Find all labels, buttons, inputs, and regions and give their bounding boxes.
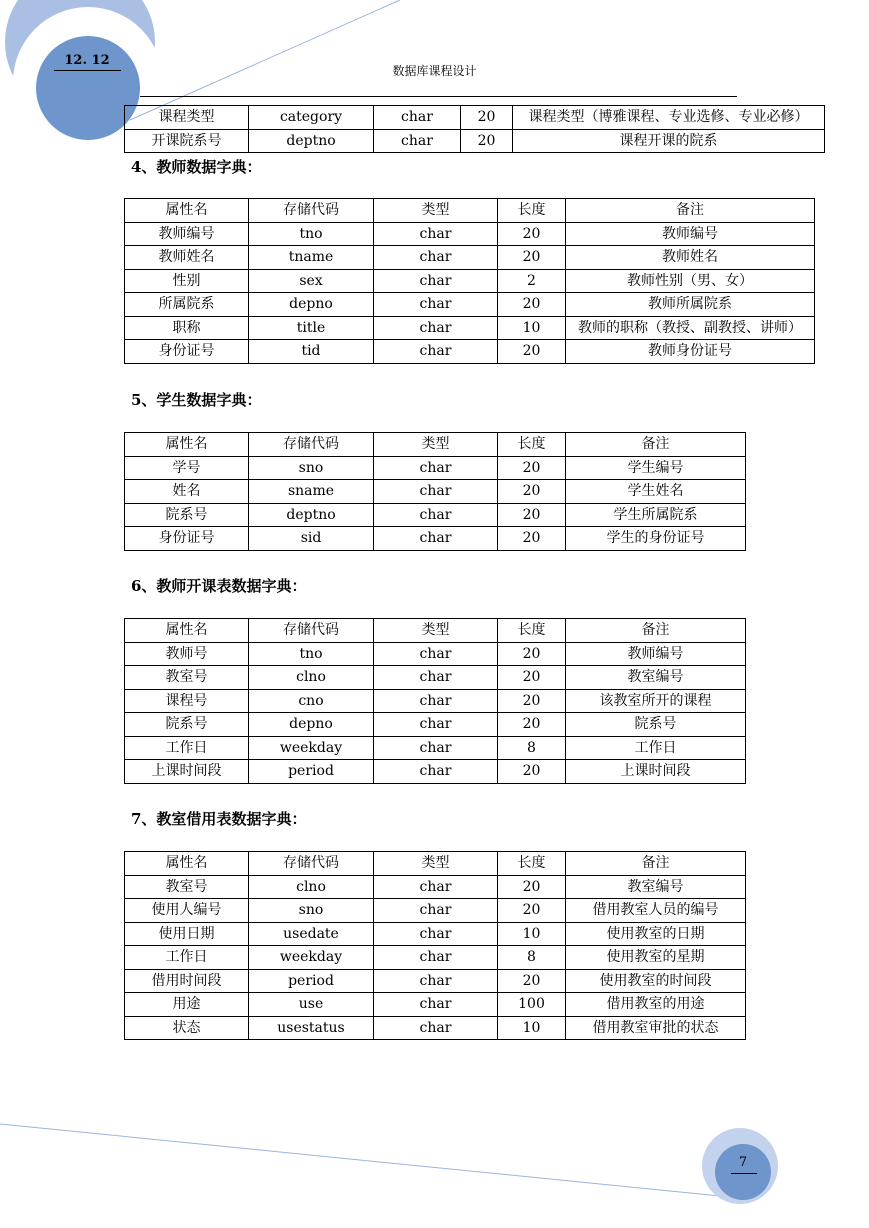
table-row xyxy=(125,106,825,130)
table-header-row xyxy=(125,199,815,223)
table-row xyxy=(125,340,815,364)
table-cell: char xyxy=(374,316,498,340)
table-cell: sname xyxy=(249,480,374,504)
table-cell: 20 xyxy=(461,129,513,153)
table-cell: char xyxy=(374,340,498,364)
table-cell: 身份证号 xyxy=(125,527,249,551)
table-cell: 20 xyxy=(498,969,566,993)
table-cell: depno xyxy=(249,293,374,317)
table-cell: 上课时间段 xyxy=(566,760,746,784)
column-header: 类型 xyxy=(374,199,498,223)
table-cell: clno xyxy=(249,875,374,899)
page-number-underline xyxy=(731,1173,757,1174)
table-row xyxy=(125,689,746,713)
table-cell: weekday xyxy=(249,946,374,970)
table-cell: 10 xyxy=(498,922,566,946)
student-dictionary-table xyxy=(124,432,746,551)
table-cell: 20 xyxy=(498,899,566,923)
table-cell: 借用教室人员的编号 xyxy=(566,899,746,923)
table-cell: tid xyxy=(249,340,374,364)
table-row xyxy=(125,456,746,480)
table-cell: 20 xyxy=(498,689,566,713)
table-cell: sex xyxy=(249,269,374,293)
table-cell: clno xyxy=(249,666,374,690)
table-row xyxy=(125,316,815,340)
column-header: 备注 xyxy=(566,199,815,223)
table-cell: 20 xyxy=(498,760,566,784)
table-row xyxy=(125,129,825,153)
table-cell: 教师编号 xyxy=(566,642,746,666)
column-header: 存储代码 xyxy=(249,619,374,643)
table-cell: char xyxy=(374,760,498,784)
table-row xyxy=(125,642,746,666)
classroom-borrow-dictionary-table xyxy=(124,851,746,1040)
table-cell: char xyxy=(374,222,498,246)
table-cell: 所属院系 xyxy=(125,293,249,317)
table-cell: use xyxy=(249,993,374,1017)
page-number: 7 xyxy=(738,1155,748,1170)
table-cell: 学生姓名 xyxy=(566,480,746,504)
table-cell: 学生编号 xyxy=(566,456,746,480)
table-row xyxy=(125,666,746,690)
table-cell: char xyxy=(374,875,498,899)
table-cell: 借用教室的用途 xyxy=(566,993,746,1017)
table-cell: 状态 xyxy=(125,1016,249,1040)
table-row xyxy=(125,736,746,760)
table-cell: char xyxy=(374,642,498,666)
column-header: 属性名 xyxy=(125,199,249,223)
table-cell: 院系号 xyxy=(125,503,249,527)
table-cell: tno xyxy=(249,642,374,666)
table-cell: 教师所属院系 xyxy=(566,293,815,317)
table-cell: char xyxy=(374,736,498,760)
table-cell: char xyxy=(374,246,498,270)
column-header: 长度 xyxy=(498,619,566,643)
table-cell: 院系号 xyxy=(125,713,249,737)
table-cell: char xyxy=(374,503,498,527)
table-cell: 20 xyxy=(498,340,566,364)
table-cell: char xyxy=(374,129,461,153)
table-cell: 教师编号 xyxy=(125,222,249,246)
column-header: 属性名 xyxy=(125,852,249,876)
table-cell: 20 xyxy=(498,713,566,737)
course-table-continued xyxy=(124,105,825,153)
table-cell: char xyxy=(374,899,498,923)
column-header: 存储代码 xyxy=(249,852,374,876)
column-header: 类型 xyxy=(374,433,498,457)
table-cell: 教室编号 xyxy=(566,875,746,899)
section-heading-student: 5、学生数据字典： xyxy=(131,391,262,409)
column-header: 长度 xyxy=(498,199,566,223)
footer-decor-line xyxy=(0,1124,740,1198)
table-cell: category xyxy=(249,106,374,130)
section-heading-teacher: 4、教师数据字典： xyxy=(131,158,262,176)
table-cell: char xyxy=(374,106,461,130)
table-row xyxy=(125,713,746,737)
table-row xyxy=(125,503,746,527)
table-cell: deptno xyxy=(249,129,374,153)
table-cell: 20 xyxy=(498,666,566,690)
table-cell: 20 xyxy=(498,875,566,899)
table-cell: 教室编号 xyxy=(566,666,746,690)
table-cell: 8 xyxy=(498,736,566,760)
table-cell: char xyxy=(374,666,498,690)
table-cell: 20 xyxy=(498,503,566,527)
table-cell: 课程类型 xyxy=(125,106,249,130)
column-header: 类型 xyxy=(374,852,498,876)
table-row xyxy=(125,969,746,993)
table-cell: 10 xyxy=(498,316,566,340)
header-date: 12. 12 xyxy=(64,53,110,68)
table-cell: 课程开课的院系 xyxy=(513,129,825,153)
header-rule xyxy=(140,96,737,97)
column-header: 长度 xyxy=(498,852,566,876)
table-row xyxy=(125,922,746,946)
table-cell: 性别 xyxy=(125,269,249,293)
table-row xyxy=(125,222,815,246)
table-cell: title xyxy=(249,316,374,340)
table-cell: 教师的职称（教授、副教授、讲师） xyxy=(566,316,815,340)
table-cell: char xyxy=(374,293,498,317)
table-row xyxy=(125,875,746,899)
column-header: 存储代码 xyxy=(249,199,374,223)
table-cell: char xyxy=(374,689,498,713)
table-cell: 职称 xyxy=(125,316,249,340)
table-cell: 课程类型（博雅课程、专业选修、专业必修） xyxy=(513,106,825,130)
column-header: 存储代码 xyxy=(249,433,374,457)
table-cell: 身份证号 xyxy=(125,340,249,364)
column-header: 备注 xyxy=(566,852,746,876)
header-title: 数据库课程设计 xyxy=(392,64,477,78)
table-cell: 使用教室的星期 xyxy=(566,946,746,970)
table-cell: 20 xyxy=(498,456,566,480)
table-cell: 使用教室的时间段 xyxy=(566,969,746,993)
table-cell: 20 xyxy=(498,246,566,270)
table-cell: 教师性别（男、女） xyxy=(566,269,815,293)
table-cell: 教室号 xyxy=(125,875,249,899)
table-cell: 姓名 xyxy=(125,480,249,504)
table-cell: 借用时间段 xyxy=(125,969,249,993)
section-heading-classroom-borrow: 7、教室借用表数据字典： xyxy=(131,810,307,828)
table-cell: char xyxy=(374,922,498,946)
table-cell: 使用人编号 xyxy=(125,899,249,923)
header-decor-line xyxy=(130,0,400,120)
table-cell: 教师号 xyxy=(125,642,249,666)
table-cell: 学号 xyxy=(125,456,249,480)
table-cell: 学生所属院系 xyxy=(566,503,746,527)
table-cell: 8 xyxy=(498,946,566,970)
table-cell: cno xyxy=(249,689,374,713)
table-cell: sno xyxy=(249,456,374,480)
table-cell: 使用日期 xyxy=(125,922,249,946)
table-row xyxy=(125,527,746,551)
table-row xyxy=(125,1016,746,1040)
table-cell: 教师身份证号 xyxy=(566,340,815,364)
table-cell: tname xyxy=(249,246,374,270)
section-heading-teacher-course: 6、教师开课表数据字典： xyxy=(131,577,307,595)
table-cell: char xyxy=(374,269,498,293)
table-row xyxy=(125,760,746,784)
table-cell: 工作日 xyxy=(125,736,249,760)
table-cell: depno xyxy=(249,713,374,737)
table-cell: 20 xyxy=(498,222,566,246)
table-row xyxy=(125,899,746,923)
table-cell: char xyxy=(374,946,498,970)
table-cell: deptno xyxy=(249,503,374,527)
table-cell: 工作日 xyxy=(125,946,249,970)
table-cell: sid xyxy=(249,527,374,551)
table-cell: char xyxy=(374,969,498,993)
table-row xyxy=(125,269,815,293)
table-cell: 教师编号 xyxy=(566,222,815,246)
table-cell: char xyxy=(374,456,498,480)
table-cell: 20 xyxy=(498,527,566,551)
table-header-row xyxy=(125,619,746,643)
table-cell: 20 xyxy=(498,480,566,504)
table-cell: period xyxy=(249,969,374,993)
table-cell: char xyxy=(374,1016,498,1040)
table-cell: 20 xyxy=(498,293,566,317)
column-header: 备注 xyxy=(566,433,746,457)
table-cell: usestatus xyxy=(249,1016,374,1040)
table-cell: 10 xyxy=(498,1016,566,1040)
table-cell: 2 xyxy=(498,269,566,293)
table-cell: 使用教室的日期 xyxy=(566,922,746,946)
table-cell: usedate xyxy=(249,922,374,946)
table-cell: 20 xyxy=(461,106,513,130)
table-cell: 用途 xyxy=(125,993,249,1017)
table-cell: 100 xyxy=(498,993,566,1017)
table-cell: 课程号 xyxy=(125,689,249,713)
table-row xyxy=(125,480,746,504)
column-header: 属性名 xyxy=(125,433,249,457)
table-cell: 工作日 xyxy=(566,736,746,760)
table-cell: 学生的身份证号 xyxy=(566,527,746,551)
table-cell: 开课院系号 xyxy=(125,129,249,153)
column-header: 类型 xyxy=(374,619,498,643)
table-header-row xyxy=(125,433,746,457)
table-cell: 教师姓名 xyxy=(125,246,249,270)
column-header: 备注 xyxy=(566,619,746,643)
table-cell: char xyxy=(374,527,498,551)
table-cell: period xyxy=(249,760,374,784)
table-cell: weekday xyxy=(249,736,374,760)
table-cell: 20 xyxy=(498,642,566,666)
teacher-dictionary-table xyxy=(124,198,815,364)
table-cell: 院系号 xyxy=(566,713,746,737)
table-cell: 借用教室审批的状态 xyxy=(566,1016,746,1040)
table-cell: char xyxy=(374,993,498,1017)
footer-decor-circle-inner xyxy=(715,1144,771,1200)
teacher-course-dictionary-table xyxy=(124,618,746,784)
table-row xyxy=(125,246,815,270)
table-cell: char xyxy=(374,480,498,504)
column-header: 长度 xyxy=(498,433,566,457)
table-row xyxy=(125,293,815,317)
table-cell: sno xyxy=(249,899,374,923)
table-cell: 教室号 xyxy=(125,666,249,690)
table-row xyxy=(125,946,746,970)
table-cell: 该教室所开的课程 xyxy=(566,689,746,713)
table-cell: 教师姓名 xyxy=(566,246,815,270)
table-row xyxy=(125,993,746,1017)
column-header: 属性名 xyxy=(125,619,249,643)
table-cell: char xyxy=(374,713,498,737)
table-cell: tno xyxy=(249,222,374,246)
table-cell: 上课时间段 xyxy=(125,760,249,784)
table-header-row xyxy=(125,852,746,876)
